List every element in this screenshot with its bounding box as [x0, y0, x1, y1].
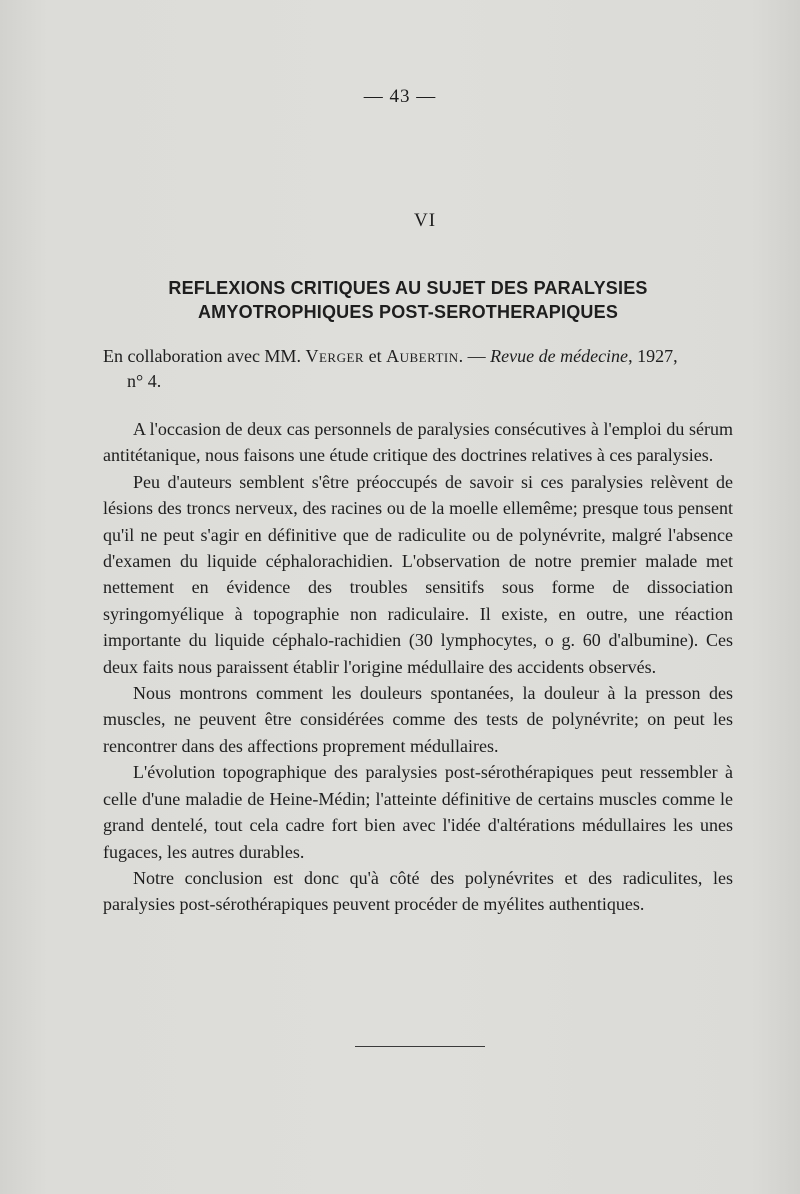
issue-number: n° 4.: [127, 371, 162, 391]
author-aubertin: Aubertin: [386, 346, 459, 366]
article-title: [0, 276, 800, 324]
collaboration-connector: et: [364, 346, 387, 366]
collaboration-separator: . —: [458, 346, 491, 366]
publication-year: , 1927,: [628, 346, 678, 366]
paragraph: Peu d'auteurs semblent s'être préoccupés de savoir si ces paralysies relèvent de lésions des troncs nerveux, des racines ou de la moelle ellemême; presque tous pensent qu'il ne peut s'agir en définitive que de radiculite ou de polynévrite, malgré l'absence d'examen du liquide céphalorachidien. L'observation de notre premier malade met nettement en évidence des troubles sensitifs sous forme de dissociation syringomyélique à topographie non radiculaire. Il existe, en outre, une réaction importante du liquide céphalo-rachidien (30 lymphocytes, o g. 60 d'albumine). Ces deux faits nous paraissent établir l'origine médullaire des accidents observés.: [103, 471, 733, 677]
collaboration-line: [103, 344, 733, 394]
paragraph: Nous montrons comment les douleurs spontanées, la douleur à la presson des muscles, ne peuvent être considérées comme des tests de polynévrite; on peut les rencontrer dans des affections proprement médullaires.: [103, 683, 733, 756]
title-line-1: REFLEXIONS CRITIQUES AU SUJET DES PARALYSIES: [168, 278, 648, 298]
author-verger: Verger: [305, 346, 365, 366]
collaboration-prefix: En collaboration avec MM.: [103, 346, 306, 366]
title-line-2: AMYOTROPHIQUES POST-SEROTHERAPIQUES: [197, 302, 619, 322]
chapter-number: VI: [413, 210, 437, 231]
paragraph: A l'occasion de deux cas personnels de paralysies consécutives à l'emploi du sérum antitétanique, nous faisons une étude critique des doctrines relatives à ces paralysies.: [103, 419, 733, 466]
journal-name: Revue de médecine: [490, 346, 629, 366]
paragraph: L'évolution topographique des paralysies post-sérothérapiques peut ressembler à celle d'une maladie de Heine-Médin; l'atteinte définitive de certains muscles comme le grand dentelé, tout cela cadre fort bien avec l'idée d'altérations médullaires les unes fugaces, les autres durables.: [103, 762, 733, 862]
end-rule: [355, 1046, 485, 1047]
article-body: [103, 416, 733, 918]
page-number: — 43 —: [363, 86, 437, 107]
paragraph: Notre conclusion est donc qu'à côté des polynévrites et des radiculites, les paralysies post-sérothérapiques peuvent procéder de myélites authentiques.: [103, 867, 733, 915]
